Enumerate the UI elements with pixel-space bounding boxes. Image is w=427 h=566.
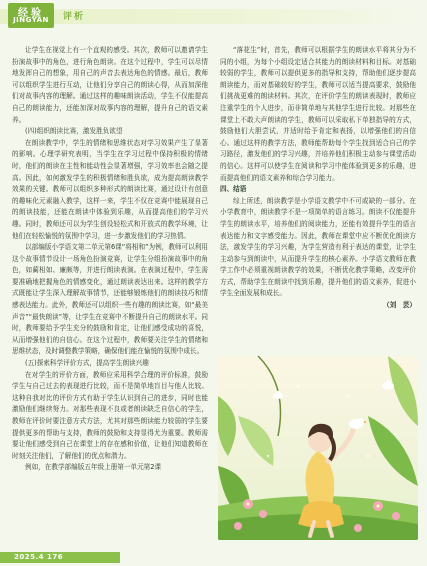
right-column	[220, 45, 416, 312]
author-signature: （刘 芸）	[383, 301, 416, 310]
paragraph: 综上所述，朗读教学是小学语文教学中不可或缺的一部分。在小学教育中，朗读教学不是一项简单的语言练习。朗读不仅能提升学生的朗读水平，培养他们的阅读能力，还能有效提升学生的语言表达能力和文字感受能力。因此，教师在课堂中应不断优化朗读方法，激发学生的学习兴趣，为学生营造有利于表达的课堂，让学生主动参与到朗读中，从而提升学生的核心素养。小学语文教师在教学工作中必须重视朗读教学的效果，不断优化教学策略，改变评价方式，帮助学生在朗读中找到乐趣，提升他们的语文素养，促进小学生全面发展和成长。	[220, 196, 416, 298]
subheading: (五)探索科学评价方式，提高学生朗读兴趣	[25, 359, 149, 368]
column-tag-en: JINGYAN	[13, 16, 49, 24]
section-label: 评析	[63, 12, 86, 22]
subheading: (四)组织朗读比赛，激发胜负欲望	[25, 127, 123, 136]
paragraph: 让学生在视觉上有一个直观的感受。其次，教师可以邀请学生扮演故事中的角色，进行角色朗读。在这个过程中，学生可以尽情地发挥自己的想象，用自己的声音去表达角色的情感。最后，教师可以组织学生进行互动，让他们分享自己的朗读心得，从而加深他们对故事内容的理解。通过这样的趣味朗读活动，学生不仅能提高自己的朗读能力，还能加深对故事内容的理解，提升自己的语文素养。	[12, 46, 208, 124]
paragraph: “落花生”时，首先，教师可以根据学生的朗读水平将其分为不同的小组，为每个小组设定适合其能力的朗读材料和目标。对基础较弱的学生，教师可以提供更多的指导和支持，帮助他们逐步提高朗读能力，而对基础较好的学生，教师可以适当提高要求，鼓励他们挑战更难的朗读材料。其次，在评价学生的朗读表现时，教师应注重学生的个人进步，而非简单地与其他学生进行比较。对那些在课堂上不敢大声朗读的学生，教师可以采取私下单独指导的方式，鼓励他们大胆尝试，并适时给予肯定和表扬，以增强他们的自信心。通过这样的教学方法，教师能帮助每个学生找到适合自己的学习路径，激发他们的学习兴趣，并培养他们积极主动参与课堂活动的信心。这样可以使学生在阅读和学习中能体验到更多的乐趣，进而提高他们的语文素养和综合学习能力。	[220, 46, 416, 182]
paragraph: 在对学生的评价方面，教师应采用科学合理的评价标准，鼓励学生与自己过去的表现进行比较，而不是简单地盲目与他人比较。这种自我对比的评价方式有助于学生认识到自己的进步，同时也能激励他们继续努力。对那些表现不良或者朗读缺乏自信心的学生，教师在评价时要注意方式方法，尤其对那些朗读能力较弱的学生要提供更多的帮助与支持，教师的鼓励和支持显得尤为重要。教师需要让他们感受到自己在课堂上的存在感和价值，让他们知道教师在时刻关注他们，了解他们的优点和潜力。	[12, 370, 208, 460]
column-tag	[8, 3, 54, 28]
page-header	[0, 0, 427, 34]
paragraph: 例如，在教学部编版五年级上册第一单元第2课	[25, 463, 162, 472]
section-heading: 四、结语	[220, 185, 247, 194]
paragraph: 在朗读教学中，学生的情绪和思维状态对学习效果产生了显著的影响。心理学研究表明，当学生在学习过程中保持积极的情绪时，他们的朗读在主性和能动性会显著增强，学习效率也会随之提高。因此，如何激发学生的积极情绪和胜负欲，成为提高朗读教学效果的关键。教师可以组织多种形式的朗读比赛，通过设计有创意的趣味化元素融入教学，这样一来，学生不仅在竞赛中能展现自己的朗读技能，还能在朗读中体验到乐趣，从而提高他们的学习兴趣。同时，教师还可以为学生创设轻松式和开放式的教学环境，让他们在轻松愉悦的氛围中学习，进一步激发他们的学习热情。	[12, 138, 208, 240]
illustration-image	[218, 356, 418, 540]
paragraph: 以部编版小学语文第二单元第6课“将相和”为例，教师可以利用这个故事情节设计一场角色扮演竞赛，让学生分组扮演故事中的角色，如蔺相如、廉颇等，并进行朗读表演。在表演过程中，学生需要准确地把握角色的情感变化，通过朗读表达出来。这样的教学方式既能让学生深入理解故事情节，还能够锻炼他们的朗读技巧和情感表达能力。此外，教师还可以组织一些有趣的朗读比赛，如“最美声音”“最快朗读”等，让学生在竞赛中不断提升自己的朗读水平。同时，教师要给予学生充分的鼓励和肯定，让他们感受成功的喜悦，从而增强他们的自信心。在这个过程中，教师要关注学生的情绪和思维状态，及时调整教学策略，确保他们能在愉悦的氛围中成长。	[12, 243, 208, 356]
issue-page-number: 2025.4 176	[14, 553, 64, 561]
left-column	[12, 45, 208, 474]
column-tag-zh: 经验	[18, 8, 44, 19]
illustration-girl-in-garden	[218, 356, 418, 540]
